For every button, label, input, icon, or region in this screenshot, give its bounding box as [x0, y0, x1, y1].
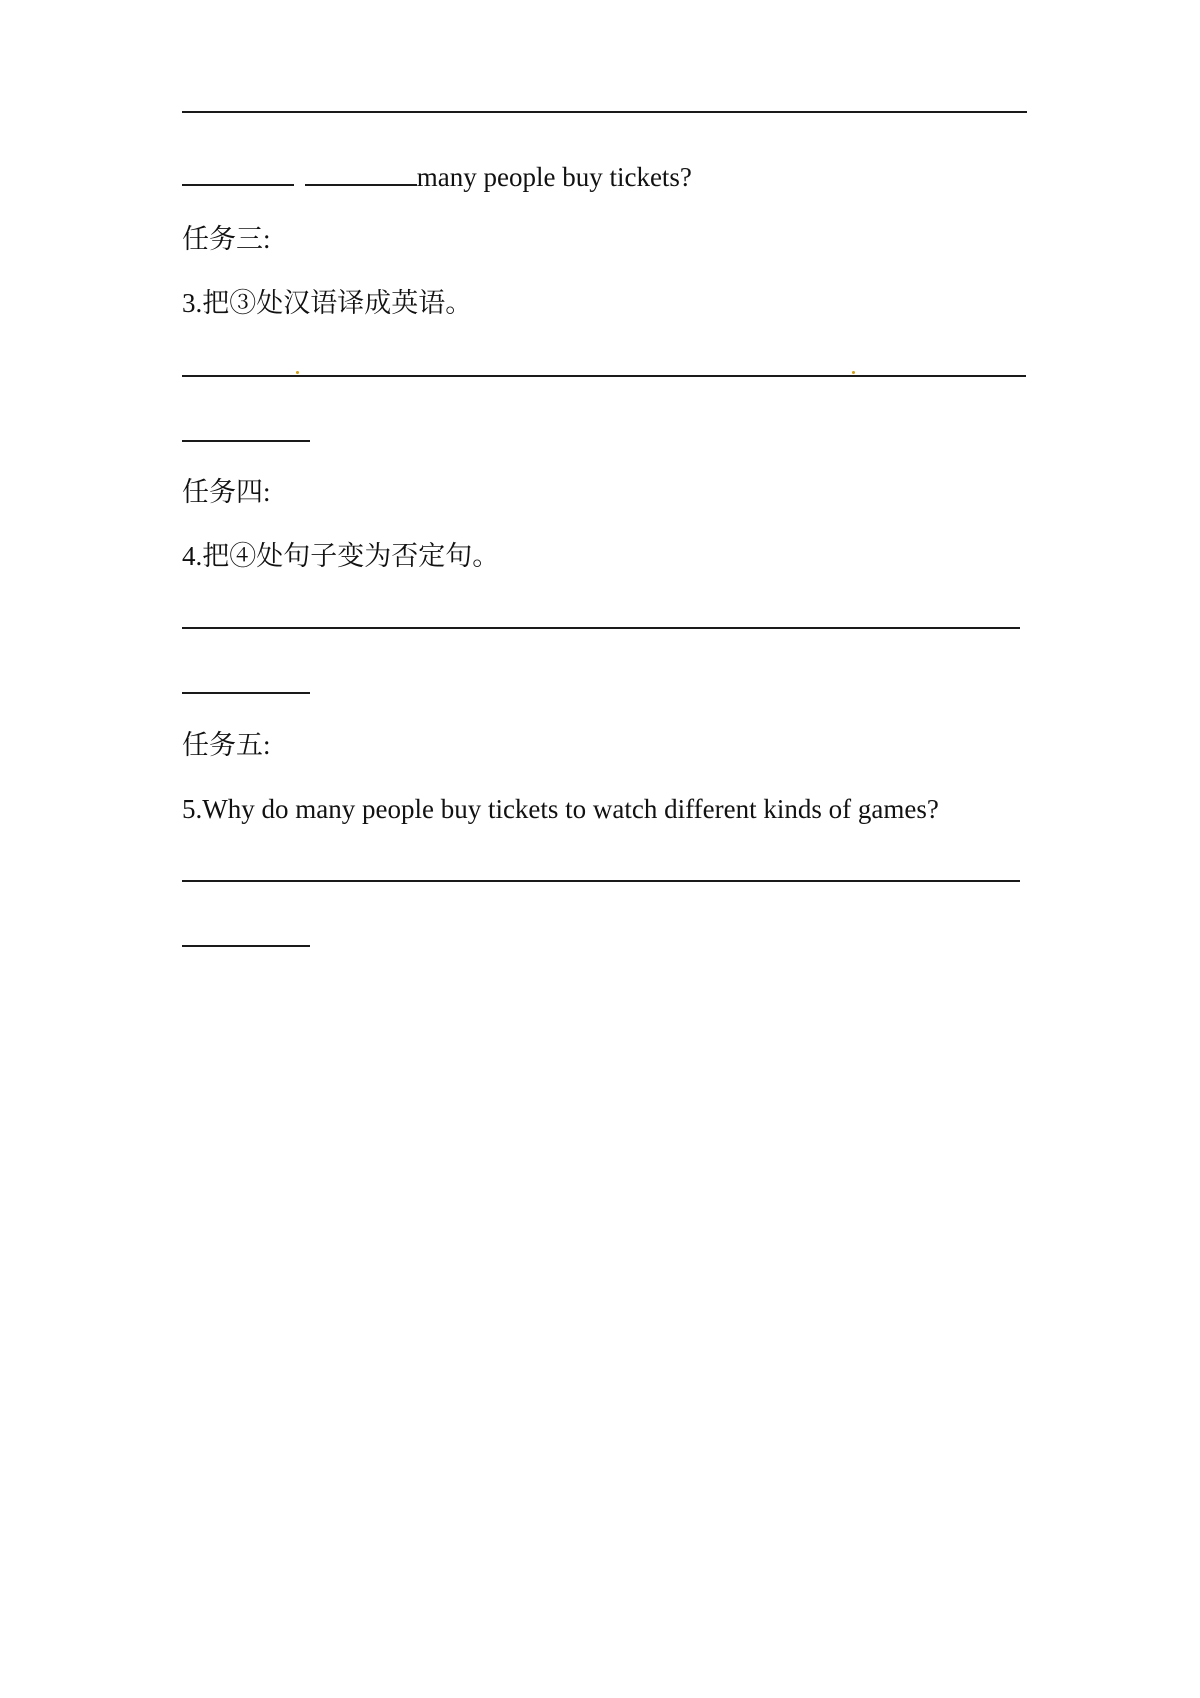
mark-dot-1 — [296, 371, 299, 374]
q4-prompt: 4.把④处句子变为否定句。 — [182, 541, 500, 571]
q3-prompt: 3.把③处汉语译成英语。 — [182, 288, 473, 318]
q4-answer-line-1[interactable] — [182, 627, 1020, 629]
q3-answer-line-1[interactable] — [182, 375, 1026, 377]
q5-answer-line-2[interactable] — [182, 945, 310, 947]
q2-sentence: many people buy tickets? — [416, 162, 692, 192]
task5-heading: 任务五: — [182, 730, 271, 760]
fill-in-blank-1[interactable] — [182, 162, 294, 186]
answer-line-top[interactable] — [182, 111, 1027, 113]
q4-answer-line-2[interactable] — [182, 692, 310, 694]
q5-answer-line-1[interactable] — [182, 880, 1020, 882]
q3-answer-line-2[interactable] — [182, 440, 310, 442]
task4-heading: 任务四: — [182, 477, 271, 507]
q2-fill-in-line — [182, 160, 692, 194]
mark-dot-2 — [852, 371, 855, 374]
fill-in-blank-2[interactable] — [305, 162, 417, 186]
task3-heading: 任务三: — [182, 224, 271, 254]
q5-prompt: 5.Why do many people buy tickets to watch different kinds of games? — [182, 794, 939, 824]
